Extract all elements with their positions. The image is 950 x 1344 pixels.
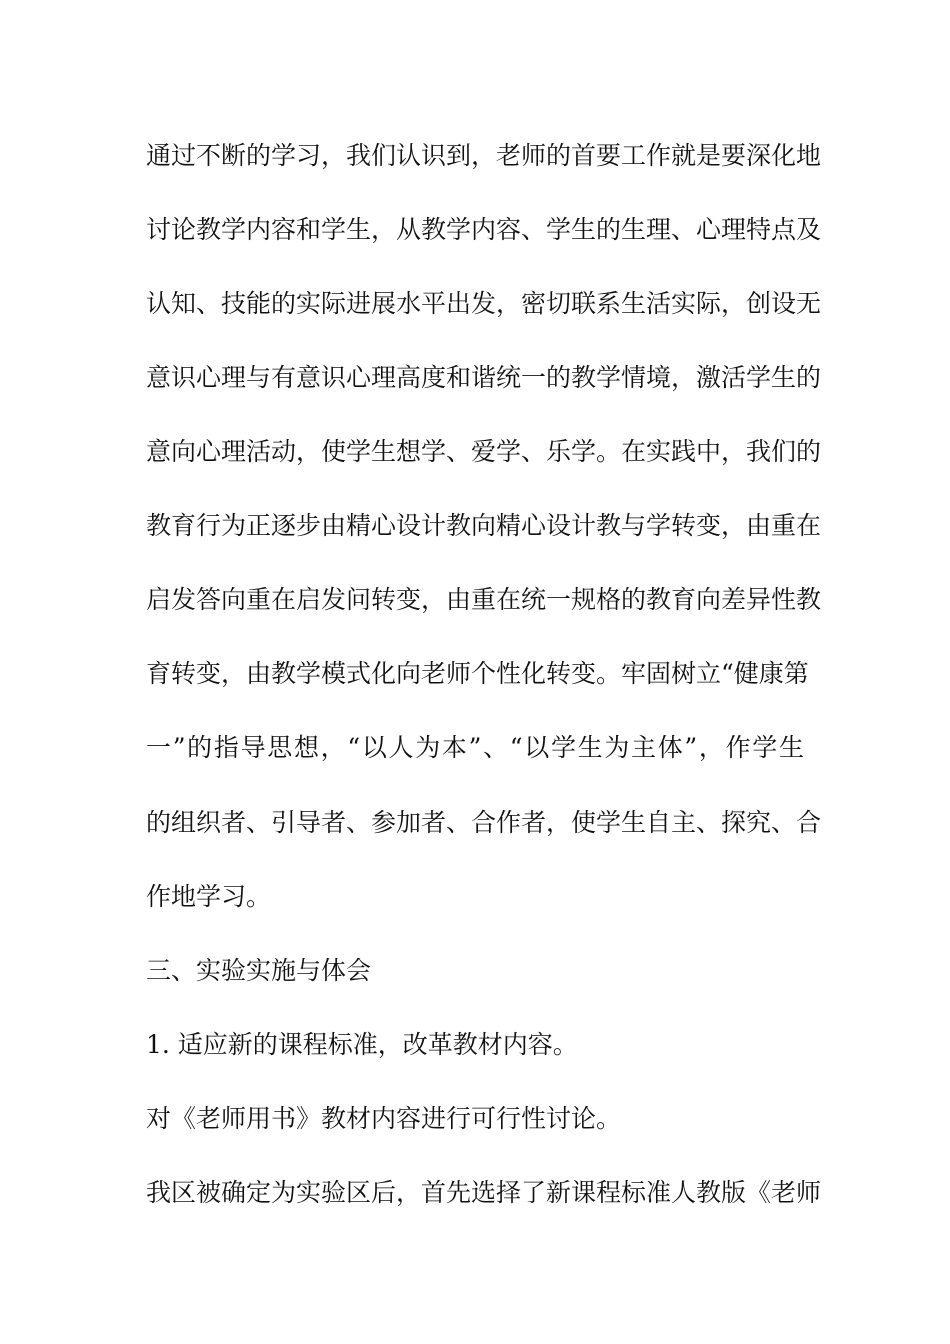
body-line-10: 的组织者、引导者、参加者、合作者，使学生自主、探究、合: [146, 808, 822, 837]
body-line-8: 育转变，由教学模式化向老师个性化转变。牢固树立“健康第: [146, 659, 809, 688]
section-heading: 三、实验实施与体会: [146, 956, 372, 985]
body-line-14: 对《老师用书》教材内容进行可行性讨论。: [146, 1104, 622, 1133]
body-line-4: 意识心理与有意识心理高度和谐统一的教学情境，激活学生的: [146, 363, 822, 392]
body-line-3: 认知、技能的实际进展水平出发，密切联系生活实际，创设无: [146, 289, 822, 318]
body-line-5: 意向心理活动，使学生想学、爱学、乐学。在实践中，我们的: [146, 437, 822, 466]
body-line-6: 教育行为正逐步由精心设计教向精心设计教与学转变，由重在: [146, 511, 822, 540]
body-line-9: 一”的指导思想，“以人为本”、“以学生为主体”，作学生: [146, 733, 804, 762]
subheading: 1. 适应新的课程标准，改革教材内容。: [146, 1030, 578, 1059]
body-line-1: 通过不断的学习，我们认识到，老师的首要工作就是要深化地: [146, 141, 822, 170]
body-line-7: 启发答向重在启发问转变，由重在统一规格的教育向差异性教: [146, 585, 822, 614]
body-line-2: 讨论教学内容和学生，从教学内容、学生的生理、心理特点及: [146, 215, 822, 244]
body-line-11: 作地学习。: [146, 882, 272, 911]
body-line-15: 我区被确定为实验区后，首先选择了新课程标准人教版《老师: [146, 1178, 822, 1207]
